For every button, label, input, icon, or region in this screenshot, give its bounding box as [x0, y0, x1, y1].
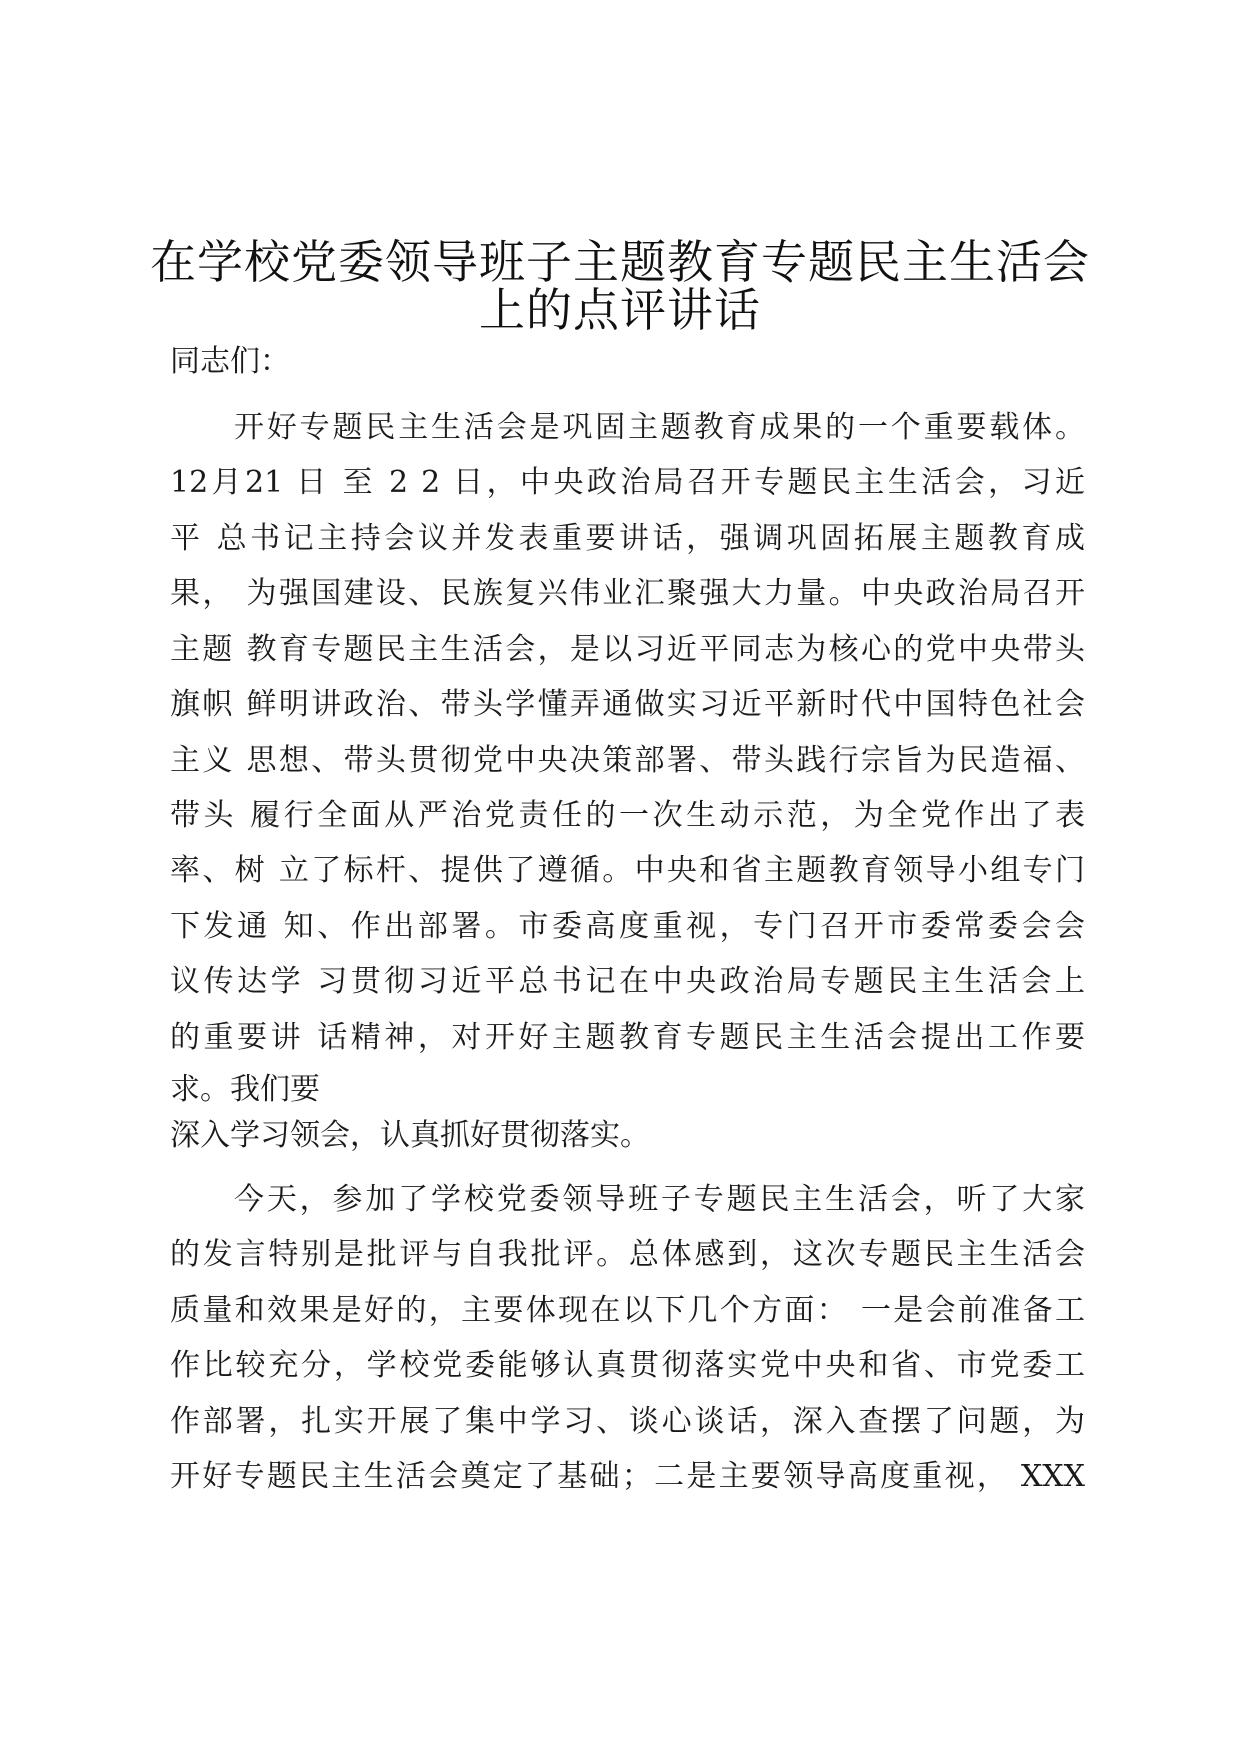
- paragraph-1-line: 下发通 知、作出部署。市委高度重视，专门召开市委常委会会: [170, 909, 1085, 944]
- paragraph-1-line: 开好专题民主生活会是巩固主题教育成果的一个重要载体。: [234, 410, 1085, 445]
- paragraph-2-line: 开好专题民主生活会奠定了基础；二是主要领导高度重视， XXX: [170, 1459, 1085, 1494]
- paragraph-1-line: 果， 为强国建设、民族复兴伟业汇聚强大力量。中央政治局召开: [170, 576, 1085, 611]
- paragraph-2-line: 的发言特别是批评与自我批评。总体感到，这次专题民主生活会: [170, 1237, 1085, 1272]
- paragraph-1-line: 旗帜 鲜明讲政治、带头学懂弄通做实习近平新时代中国特色社会: [170, 687, 1085, 722]
- paragraph-1-line: 带头 履行全面从严治党责任的一次生动示范，为全党作出了表: [170, 798, 1085, 833]
- document-title-line-1: 在学校党委领导班子主题教育专题民主生活会: [150, 235, 1090, 289]
- paragraph-1-line: 议传达学 习贯彻习近平总书记在中央政治局专题民主生活会上: [170, 964, 1085, 999]
- paragraph-1-line: 主题 教育专题民主生活会，是以习近平同志为核心的党中央带头: [170, 632, 1085, 667]
- salutation: 同志们：: [170, 344, 290, 379]
- document-title-line-2: 上的点评讲话: [479, 283, 761, 337]
- paragraph-1-line: 12月21 日 至 2 2 日，中央政治局召开专题民主生活会，习近: [170, 465, 1085, 500]
- paragraph-1-line: 率、树 立了标杆、提供了遵循。中央和省主题教育领导小组专门: [170, 853, 1085, 888]
- paragraph-2-line: 质量和效果是好的，主要体现在以下几个方面： 一是会前准备工: [170, 1293, 1085, 1328]
- paragraph-1-line: 求。我们要: [170, 1072, 320, 1107]
- paragraph-2-line: 作比较充分，学校党委能够认真贯彻落实党中央和省、市党委工: [170, 1348, 1085, 1383]
- paragraph-1-line: 深入学习领会，认真抓好贯彻落实。: [170, 1118, 650, 1153]
- paragraph-1-line: 的重要讲 话精神，对开好主题教育专题民主生活会提出工作要: [170, 1020, 1085, 1055]
- paragraph-2-line: 今天，参加了学校党委领导班子专题民主生活会，听了大家: [234, 1182, 1085, 1217]
- paragraph-2-line: 作部署，扎实开展了集中学习、谈心谈话，深入查摆了问题，为: [170, 1404, 1085, 1439]
- paragraph-1-line: 主义 思想、带头贯彻党中央决策部署、带头践行宗旨为民造福、: [170, 743, 1085, 778]
- paragraph-1-line: 平 总书记主持会议并发表重要讲话，强调巩固拓展主题教育成: [170, 521, 1085, 556]
